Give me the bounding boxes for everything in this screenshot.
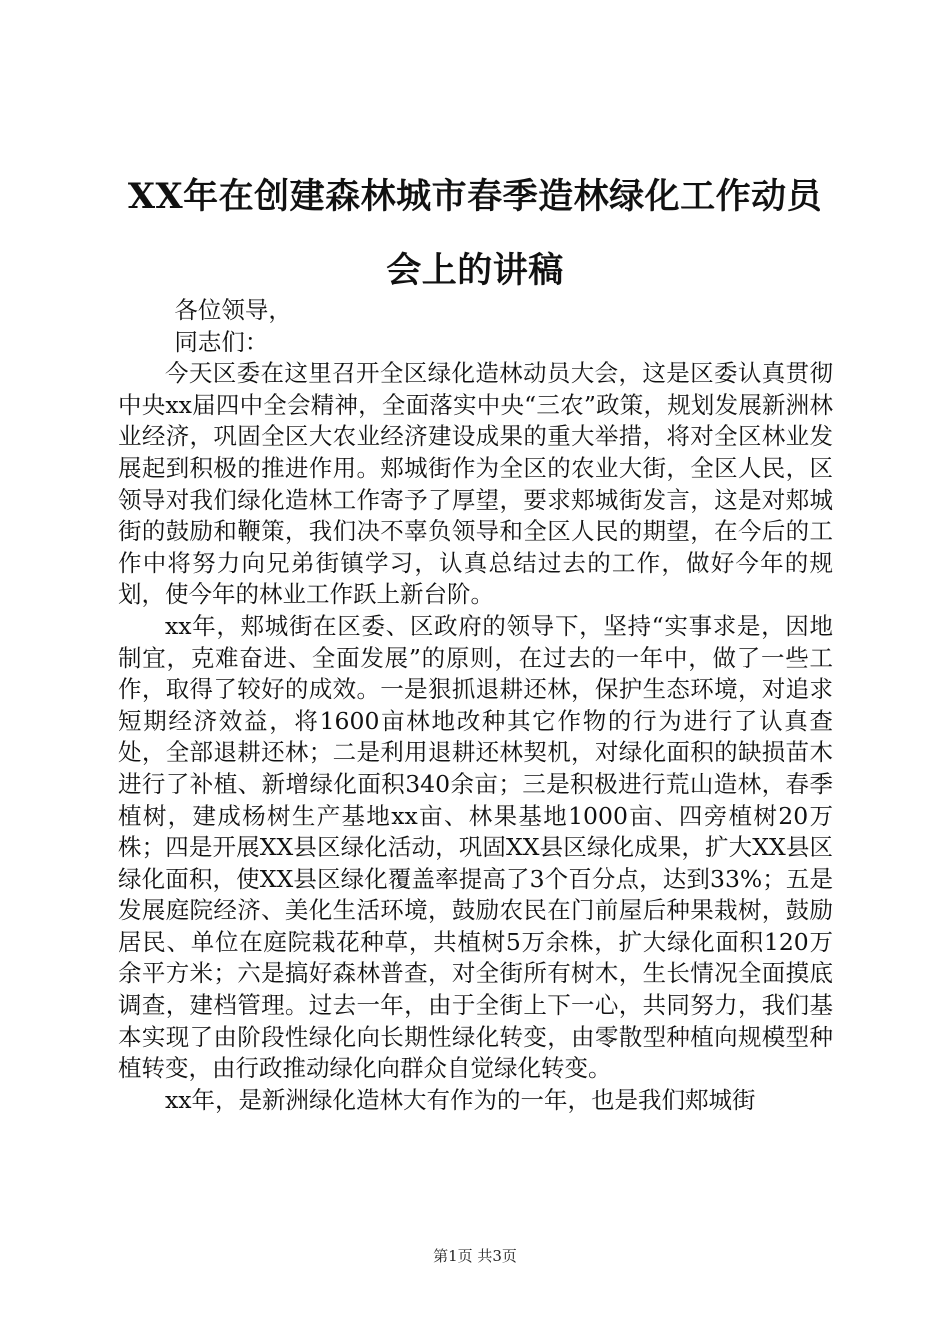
title-line-1: XX年在创建森林城市春季造林绿化工作动员 [127,176,823,217]
greeting-leaders: 各位领导， [174,296,292,324]
paragraph-this-year: xx年，是新洲绿化造林大有作为的一年，也是我们郏城街 [165,1085,756,1114]
greeting-comrades: 同志们： [174,327,269,356]
document-title [110,160,840,308]
paragraph-intro: 今天区委在这里召开全区绿化造林动员大会，这是区委认真贯彻中央xx届四中全会精神，全面落实中央“三农”政策，规划发展新洲林业经济，巩固全区大农业经济建设成果的重大举措，将对全区林业发展起到积极的推进作用。郏城街作为全区的农业大街，全区人民，区领导对我们绿化造林工作寄予了厚望，要求郏城街发言，这是对郏城街的鼓励和鞭策，我们决不辜负领导和全区人民的期望，在今后的工作中将努力向兄弟街镇学习，认真总结过去的工作，做好今年的规划，使今年的林业工作跃上新台阶。 [118,359,833,609]
title-line-2: 会上的讲稿 [386,250,564,291]
paragraph-last-year: xx年，郏城街在区委、区政府的领导下，坚持“实事求是，因地制宜，克难奋进、全面发展”的原则，在过去的一年中，做了一些工作，取得了较好的成效。一是狠抓退耕还林，保护生态环境，对追求短期经济效益，将1600亩林地改种其它作物的行为进行了认真查处，全部退耕还林；二是利用退耕还林契机，对绿化面积的缺损苗木进行了补植、新增绿化面积340余亩；三是积极进行荒山造林，春季植树，建成杨树生产基地xx亩、林果基地1000亩、四旁植树20万株；四是开展XX县区绿化活动，巩固XX县区绿化成果，扩大XX县区绿化面积，使XX县区绿化覆盖率提高了3个百分点，达到33%；五是发展庭院经济、美化生活环境，鼓励农民在门前屋后种果栽树，鼓励居民、单位在庭院栽花种草，共植树5万余株，扩大绿化面积120万余平方米；六是搞好森林普查，对全街所有树木，生长情况全面摸底调查，建档管理。过去一年，由于全街上下一心，共同努力，我们基本实现了由阶段性绿化向长期性绿化转变，由零散型种植向规模型种植转变，由行政推动绿化向群众自觉绿化转变。 [118,611,833,1083]
page-footer: 第1页 共3页 [433,1247,517,1265]
document-body [118,295,833,1116]
